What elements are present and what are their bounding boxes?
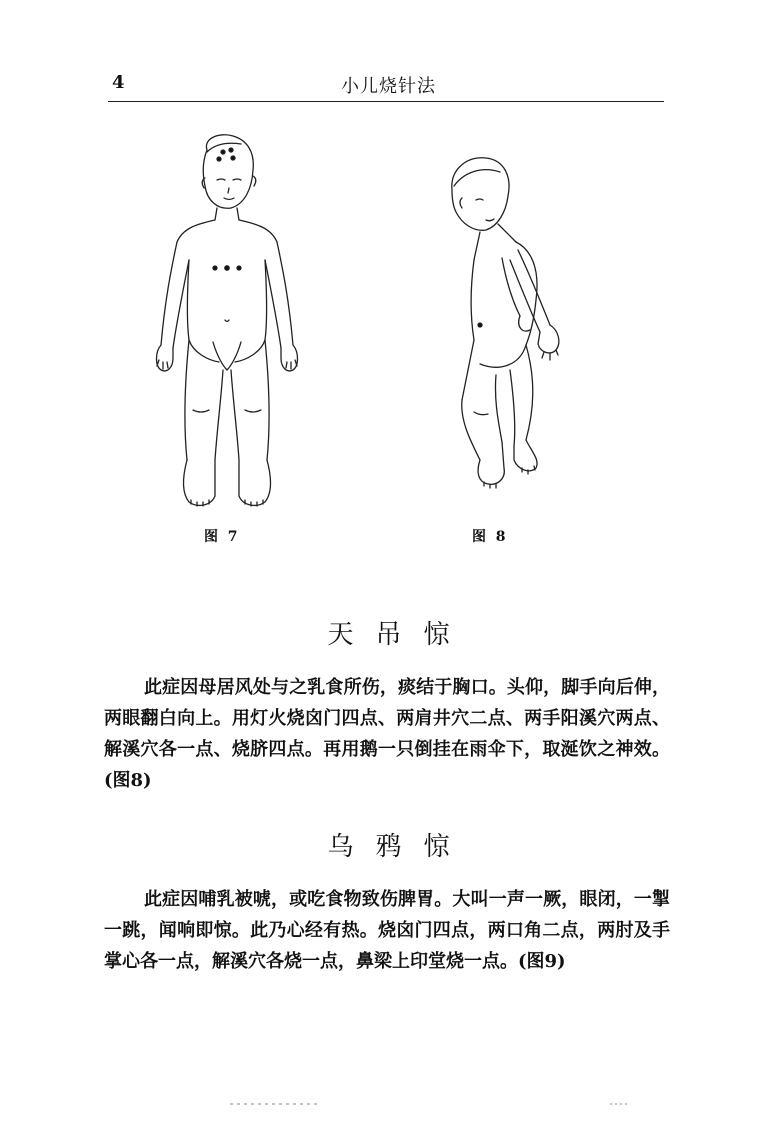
running-title: 小儿烧针法 — [341, 76, 436, 97]
section-heading-tian-diao-jing: 天吊惊 — [327, 620, 472, 650]
figure-7 — [145, 130, 305, 520]
section-body-wu-ya-jing: 此症因哺乳被唬，或吃食物致伤脾胃。大叫一声一厥，眼闭，一掣一跳，闻响即惊。此乃心经有热。烧囟门四点，两口角二点，两肘及手掌心各一点，解溪穴各烧一点，鼻梁上印堂烧一点。(图9) — [104, 889, 670, 972]
section-body-tian-diao-jing: 此症因母居风处与之乳食所伤，痰结于胸口。头仰，脚手向后伸，两眼翻白向上。用灯火烧囟门四点、两肩井穴二点、两手阳溪穴两点、解溪穴各一点、烧脐四点。再用鹅一只倒挂在雨伞下，取涎饮之神效。(图8) — [104, 677, 670, 791]
page-number: 4 — [112, 72, 125, 93]
child-side-illustration — [440, 150, 600, 500]
figure-8 — [440, 150, 600, 500]
scan-artifact-marks — [230, 1100, 650, 1108]
header-rule — [108, 101, 664, 102]
child-front-illustration — [145, 130, 305, 520]
section-heading-wu-ya-jing: 乌鸦惊 — [327, 832, 472, 862]
figure-8-caption: 图 8 — [472, 529, 506, 545]
figure-7-caption: 图 7 — [204, 529, 238, 545]
